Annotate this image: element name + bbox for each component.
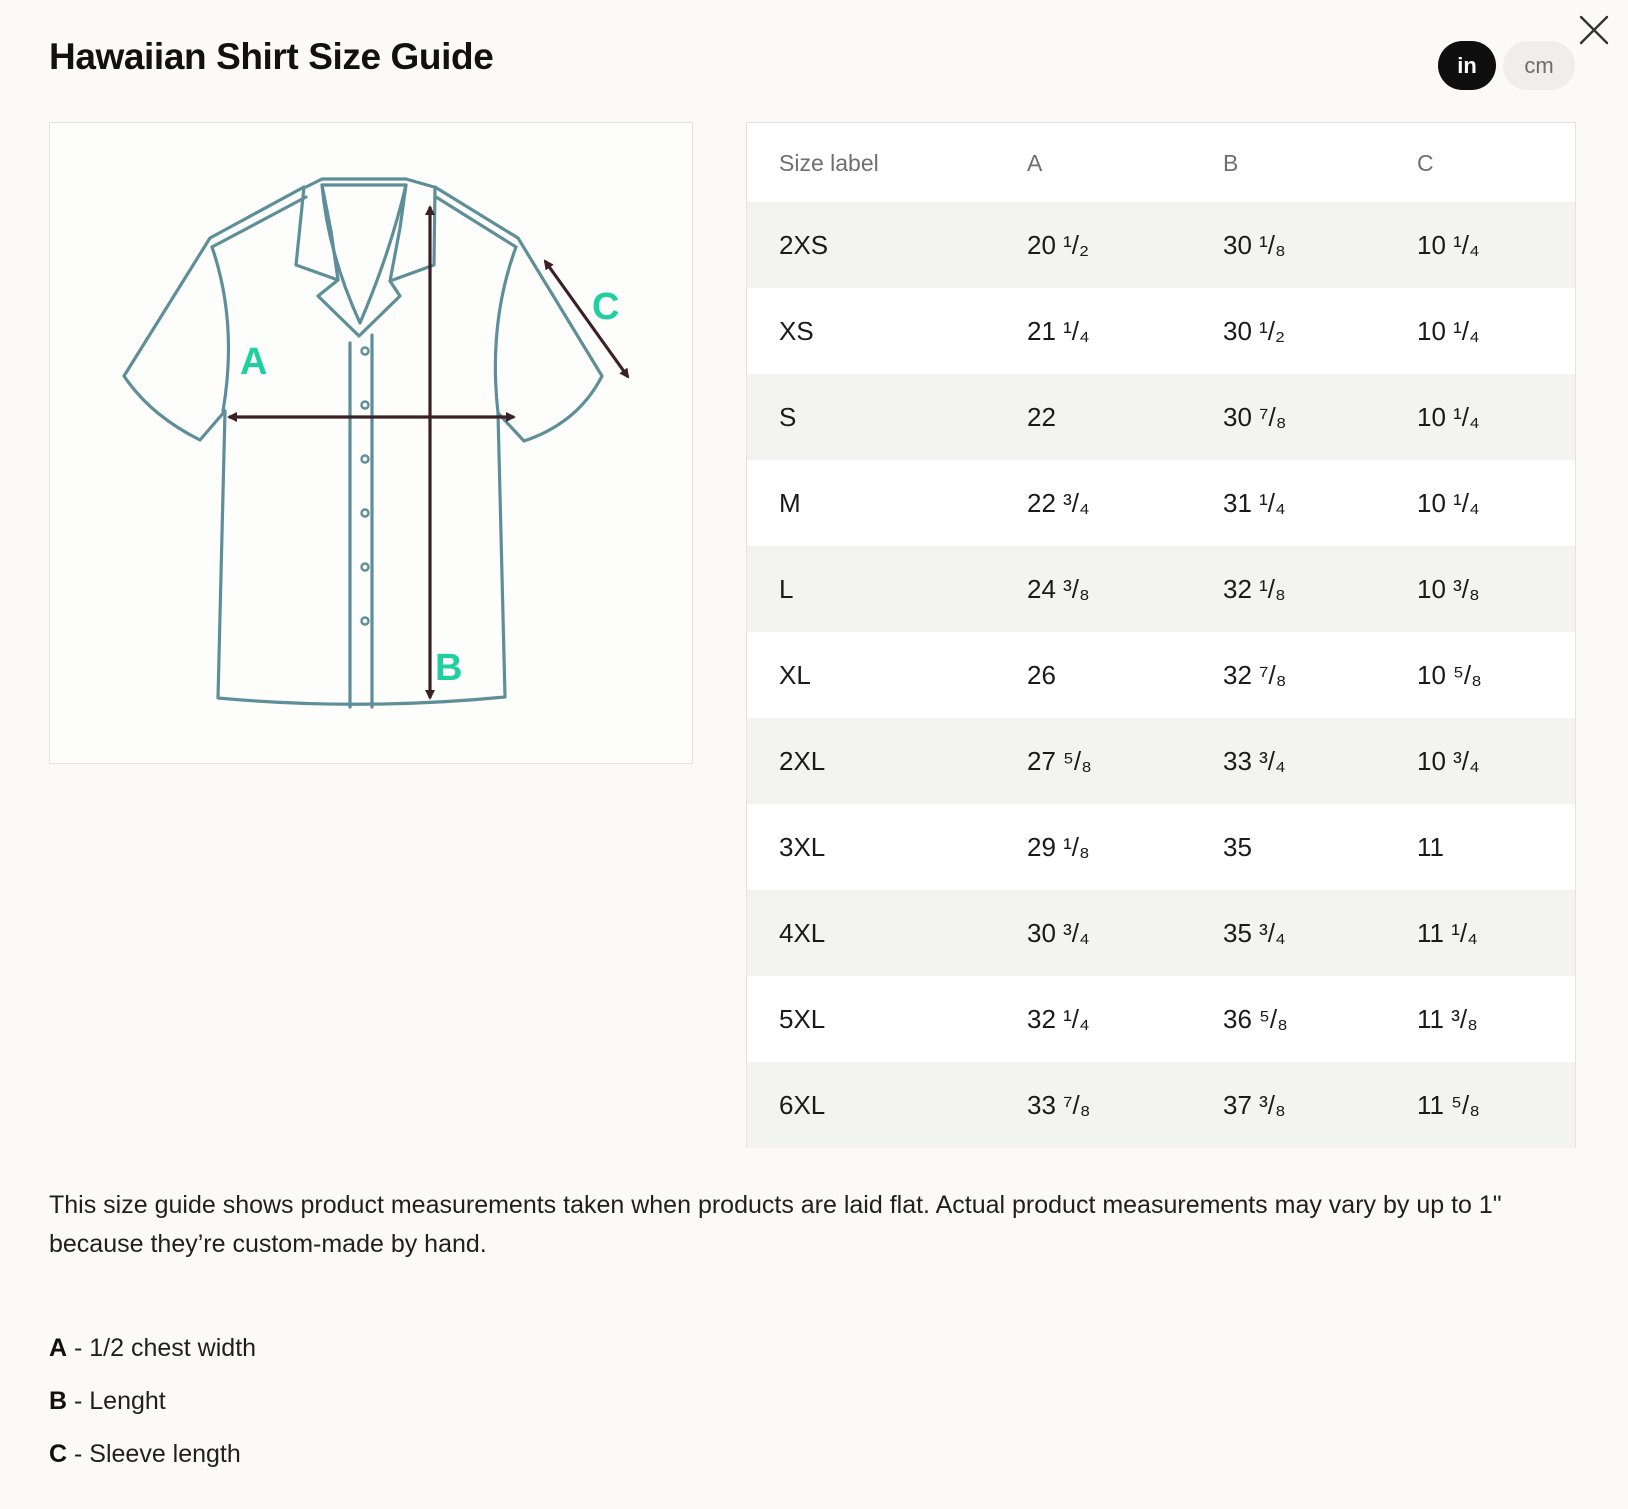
legend-text: - Lenght (67, 1387, 166, 1415)
legend-item-c (49, 1436, 256, 1489)
unit-centimeters-button[interactable]: cm (1503, 41, 1575, 90)
c-cell: 11 ¹/₄ (1417, 917, 1478, 948)
b-cell: 30 ⁷/₈ (1223, 401, 1287, 432)
size-cell: XS (779, 315, 814, 346)
measurement-arrows (229, 207, 628, 698)
b-cell: 35 ³/₄ (1223, 917, 1286, 948)
legend-item-b (49, 1383, 256, 1436)
unit-inches-button[interactable]: in (1438, 41, 1496, 90)
table-row (747, 890, 1575, 976)
label-a: A (240, 341, 268, 383)
legend-key: A (49, 1334, 68, 1362)
a-cell: 22 (1027, 401, 1056, 432)
close-button[interactable] (1578, 14, 1610, 46)
header-c: C (1417, 150, 1434, 176)
label-c: C (592, 286, 620, 328)
a-cell: 24 ³/₈ (1027, 573, 1090, 604)
shirt-measurement-diagram (49, 122, 693, 764)
table-row (747, 546, 1575, 632)
size-cell: XL (779, 659, 811, 690)
a-cell: 33 ⁷/₈ (1027, 1089, 1091, 1120)
a-cell: 32 ¹/₄ (1027, 1003, 1090, 1034)
size-cell: 6XL (779, 1089, 826, 1120)
measurement-disclaimer: This size guide shows product measurements taken when products are laid flat. Actual product measurements may vary by up to 1" because they’re custom-made by hand. (49, 1191, 1502, 1258)
c-cell: 11 (1417, 831, 1444, 862)
header-size-label: Size label (779, 150, 879, 176)
legend-text: - 1/2 chest width (67, 1334, 257, 1362)
table-row (747, 632, 1575, 718)
shirt-outline (124, 179, 602, 707)
c-cell: 10 ³/₄ (1417, 745, 1480, 776)
table-row (747, 202, 1575, 288)
b-cell: 30 ¹/₈ (1223, 229, 1286, 260)
page-title: Hawaiian Shirt Size Guide (49, 36, 494, 77)
table-header-row (747, 123, 1575, 202)
size-cell: S (779, 401, 797, 432)
legend-text: - Sleeve length (67, 1440, 241, 1468)
b-cell: 31 ¹/₄ (1223, 487, 1286, 518)
b-cell: 33 ³/₄ (1223, 745, 1286, 776)
c-cell: 10 ⁵/₈ (1417, 659, 1482, 690)
size-cell: 3XL (779, 831, 826, 862)
a-cell: 29 ¹/₈ (1027, 831, 1090, 862)
b-cell: 35 (1223, 831, 1252, 862)
b-cell: 37 ³/₈ (1223, 1089, 1286, 1120)
table-row (747, 460, 1575, 546)
size-table-container (746, 122, 1576, 1148)
table-row (747, 288, 1575, 374)
measurement-legend (49, 1330, 256, 1489)
a-cell: 22 ³/₄ (1027, 487, 1090, 518)
table-row (747, 976, 1575, 1062)
c-cell: 10 ³/₈ (1417, 573, 1480, 604)
legend-key: C (49, 1440, 68, 1468)
size-table (747, 123, 1575, 1148)
size-cell: 4XL (779, 917, 826, 948)
c-cell: 10 ¹/₄ (1417, 487, 1480, 518)
table-row (747, 718, 1575, 804)
shirt-illustration (50, 123, 692, 763)
size-cell: M (779, 487, 801, 518)
legend-item-a (49, 1330, 256, 1383)
a-cell: 26 (1027, 659, 1056, 690)
label-b: B (435, 647, 463, 689)
size-cell: 2XL (779, 745, 826, 776)
header-b: B (1223, 150, 1239, 176)
b-cell: 30 ¹/₂ (1223, 315, 1286, 346)
c-cell: 10 ¹/₄ (1417, 401, 1480, 432)
b-cell: 36 ⁵/₈ (1223, 1003, 1288, 1034)
close-icon (1578, 14, 1610, 46)
a-cell: 20 ¹/₂ (1027, 229, 1090, 260)
table-row (747, 804, 1575, 890)
c-cell: 11 ³/₈ (1417, 1003, 1478, 1034)
size-cell: 2XS (779, 229, 829, 260)
shirt-buttons (362, 348, 369, 625)
a-cell: 27 ⁵/₈ (1027, 745, 1092, 776)
b-cell: 32 ¹/₈ (1223, 573, 1286, 604)
size-cell: L (779, 573, 794, 604)
b-cell: 32 ⁷/₈ (1223, 659, 1287, 690)
legend-key: B (49, 1387, 68, 1415)
size-cell: 5XL (779, 1003, 826, 1034)
c-cell: 11 ⁵/₈ (1417, 1089, 1480, 1120)
table-row (747, 374, 1575, 460)
a-cell: 30 ³/₄ (1027, 917, 1090, 948)
header-a: A (1027, 150, 1043, 176)
table-row (747, 1062, 1575, 1148)
a-cell: 21 ¹/₄ (1027, 315, 1090, 346)
c-cell: 10 ¹/₄ (1417, 315, 1480, 346)
c-cell: 10 ¹/₄ (1417, 229, 1480, 260)
unit-toggle (1438, 41, 1575, 90)
